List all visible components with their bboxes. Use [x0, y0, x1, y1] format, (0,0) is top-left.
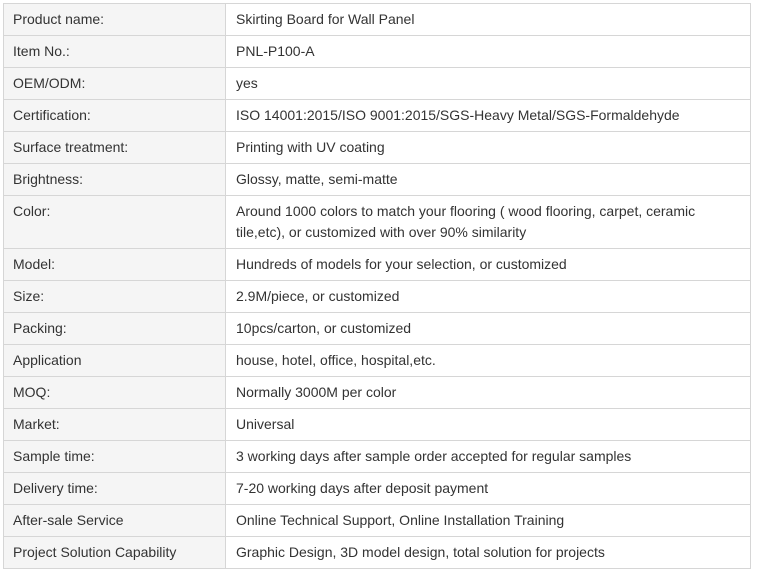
table-row: [4, 100, 751, 132]
row-value: Universal: [226, 409, 751, 441]
row-label: Surface treatment:: [4, 132, 226, 164]
row-value: PNL-P100-A: [226, 36, 751, 68]
row-label: Item No.:: [4, 36, 226, 68]
table-row: [4, 249, 751, 281]
product-spec-table: [3, 3, 751, 569]
table-row: [4, 196, 751, 249]
table-row: [4, 505, 751, 537]
row-label: OEM/ODM:: [4, 68, 226, 100]
table-row: [4, 281, 751, 313]
row-label: Certification:: [4, 100, 226, 132]
row-label: After-sale Service: [4, 505, 226, 537]
row-label: Size:: [4, 281, 226, 313]
table-row: [4, 164, 751, 196]
row-value: Online Technical Support, Online Installation Training: [226, 505, 751, 537]
row-value: 3 working days after sample order accepted for regular samples: [226, 441, 751, 473]
row-value: ISO 14001:2015/ISO 9001:2015/SGS-Heavy Metal/SGS-Formaldehyde: [226, 100, 751, 132]
row-value: Glossy, matte, semi-matte: [226, 164, 751, 196]
table-row: [4, 409, 751, 441]
table-row: [4, 441, 751, 473]
row-value: yes: [226, 68, 751, 100]
row-value: house, hotel, office, hospital,etc.: [226, 345, 751, 377]
table-row: [4, 36, 751, 68]
row-value: Printing with UV coating: [226, 132, 751, 164]
row-label: Brightness:: [4, 164, 226, 196]
row-label: Sample time:: [4, 441, 226, 473]
table-row: [4, 537, 751, 569]
row-value: 7-20 working days after deposit payment: [226, 473, 751, 505]
table-row: [4, 68, 751, 100]
table-row: [4, 345, 751, 377]
row-label: Market:: [4, 409, 226, 441]
row-value: 2.9M/piece, or customized: [226, 281, 751, 313]
row-label: Project Solution Capability: [4, 537, 226, 569]
row-label: Color:: [4, 196, 226, 249]
table-row: [4, 377, 751, 409]
table-row: [4, 313, 751, 345]
row-label: Application: [4, 345, 226, 377]
row-label: Delivery time:: [4, 473, 226, 505]
table-row: [4, 4, 751, 36]
row-value: Around 1000 colors to match your flooring ( wood flooring, carpet, ceramic tile,etc), or customized with over 90% similarity: [226, 196, 751, 249]
row-value: Skirting Board for Wall Panel: [226, 4, 751, 36]
row-label: Packing:: [4, 313, 226, 345]
row-label: Model:: [4, 249, 226, 281]
table-row: [4, 473, 751, 505]
row-value: Graphic Design, 3D model design, total solution for projects: [226, 537, 751, 569]
table-row: [4, 132, 751, 164]
row-label: MOQ:: [4, 377, 226, 409]
row-value: Normally 3000M per color: [226, 377, 751, 409]
row-label: Product name:: [4, 4, 226, 36]
row-value: 10pcs/carton, or customized: [226, 313, 751, 345]
row-value: Hundreds of models for your selection, or customized: [226, 249, 751, 281]
